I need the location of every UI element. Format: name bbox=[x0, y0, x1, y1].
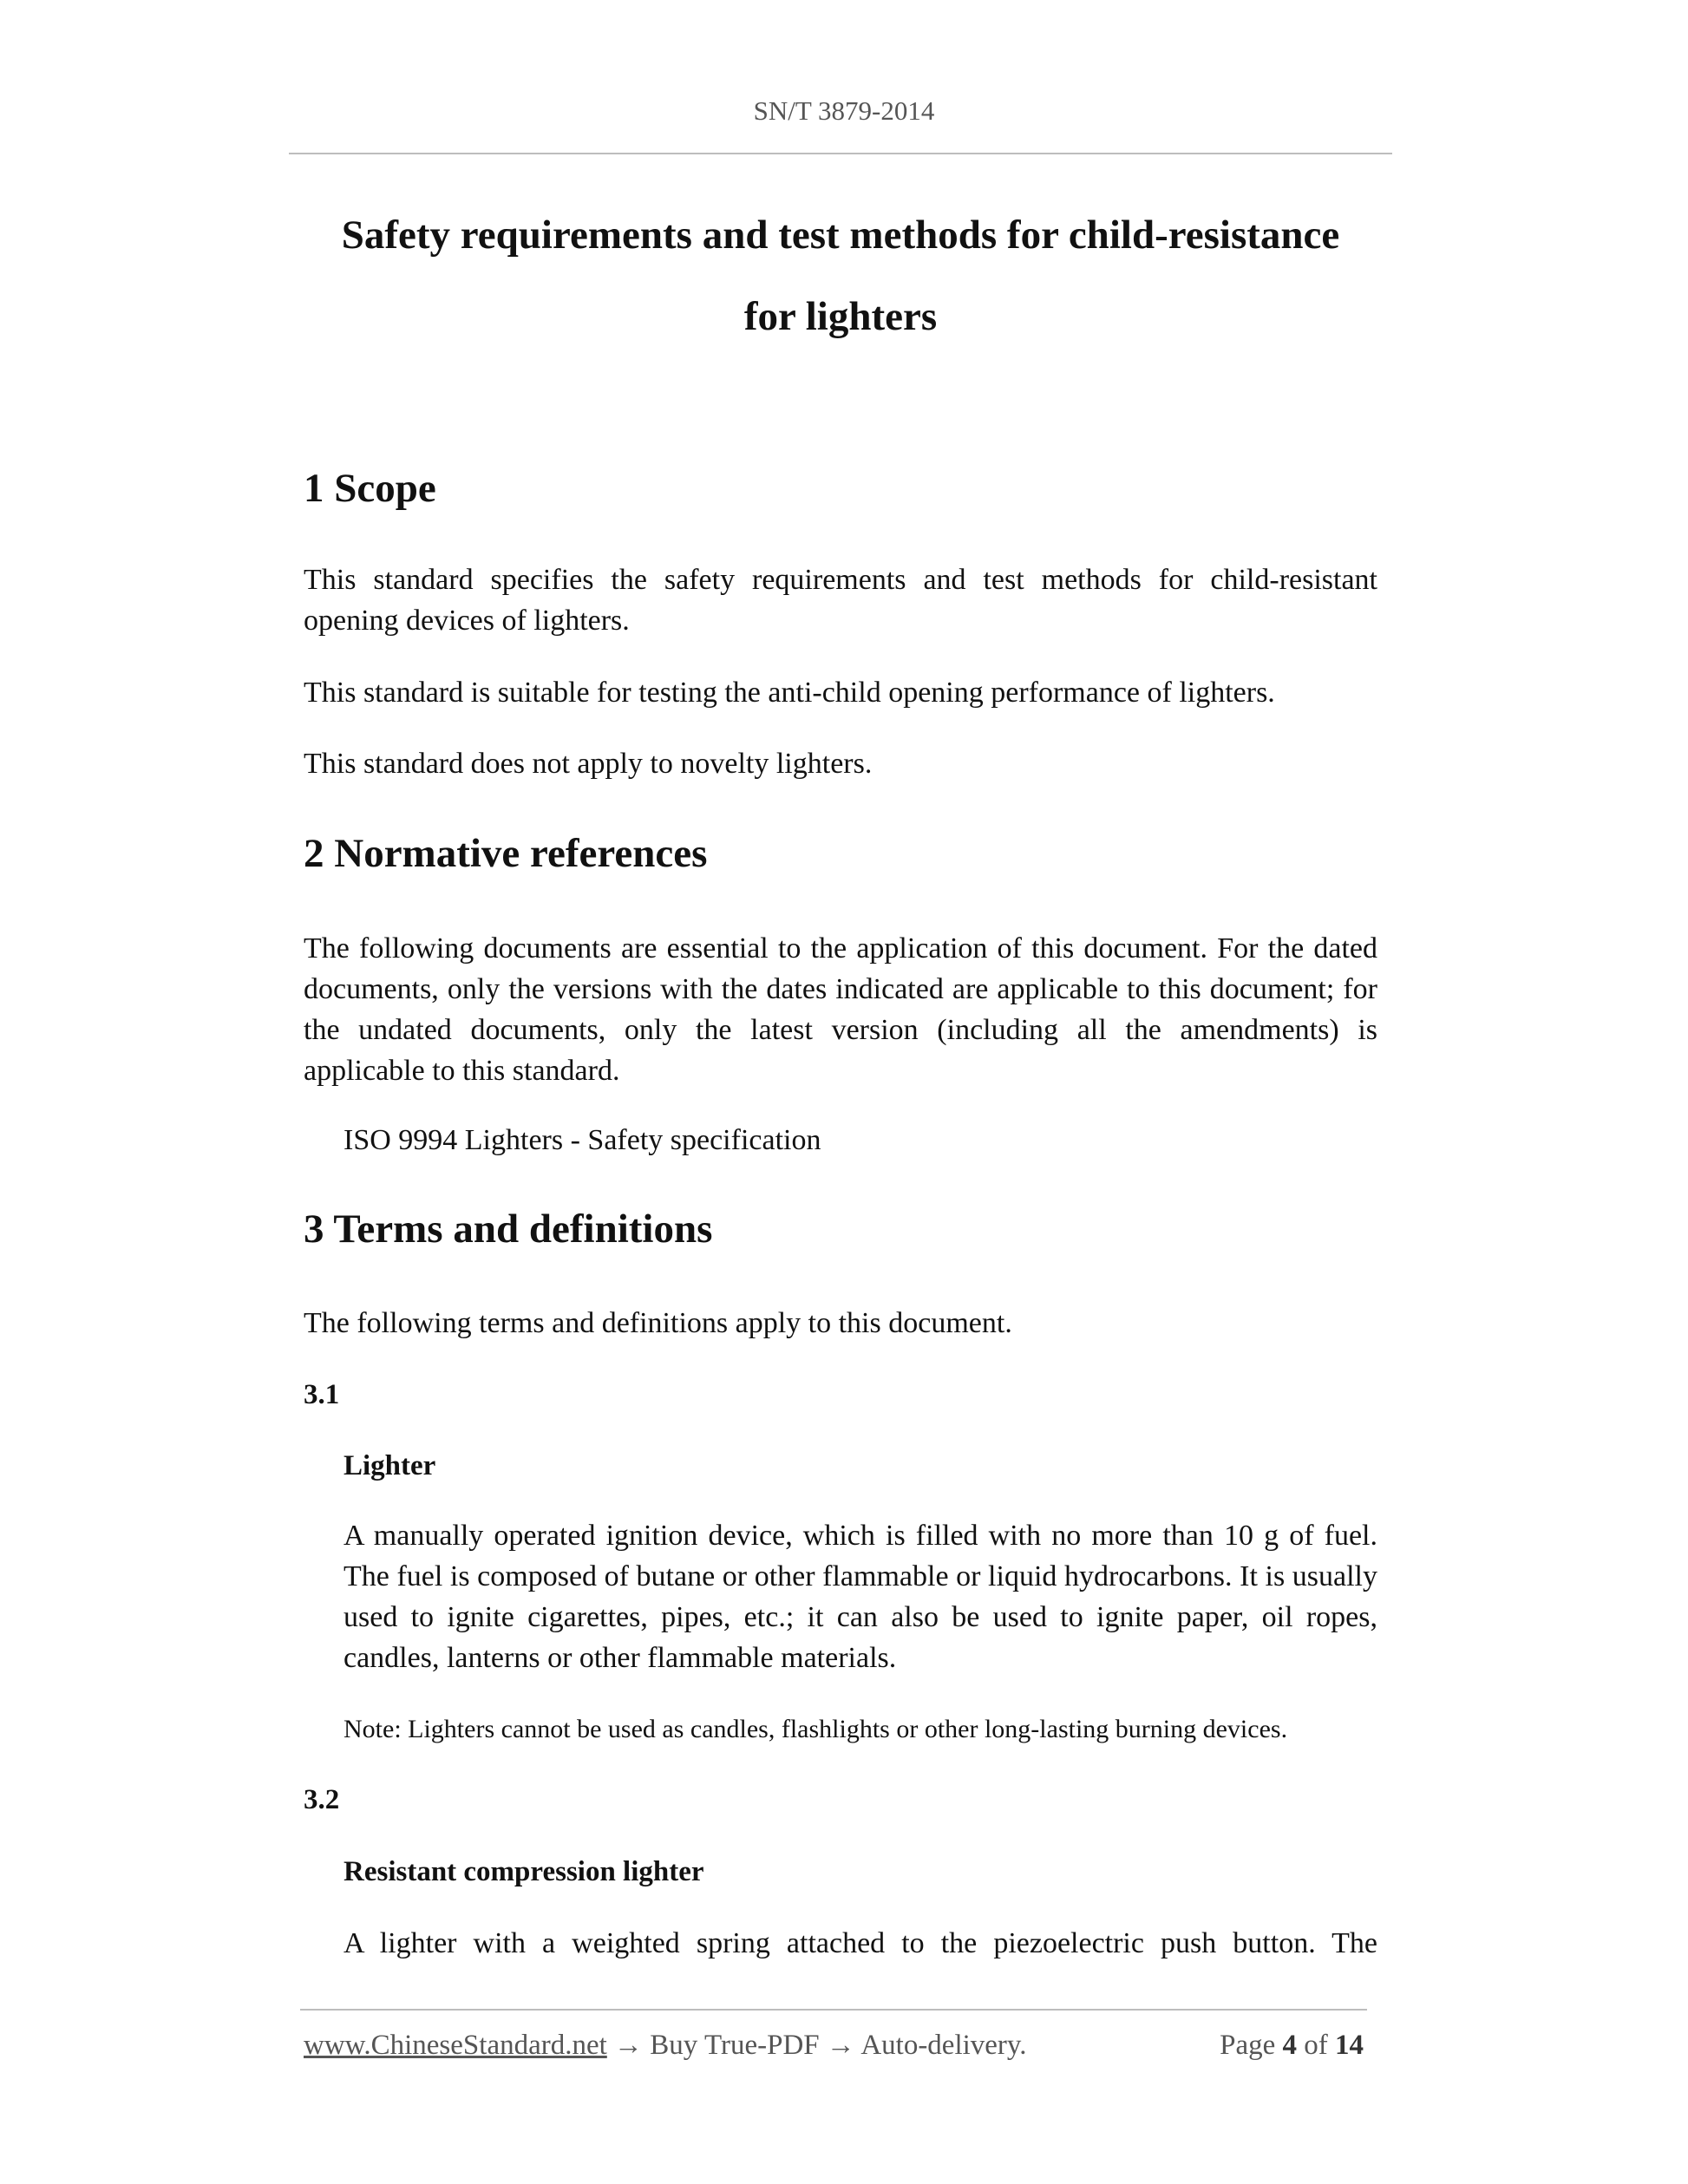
page-indicator bbox=[1220, 2030, 1364, 2062]
buy-true-pdf-text: Buy True-PDF bbox=[650, 2030, 820, 2061]
term-3-1-note: Note: Lighters cannot be used as candles, flashlights or other long-lasting burning devices. bbox=[343, 1715, 1288, 1743]
term-3-2-title: Resistant compression lighter bbox=[343, 1856, 704, 1887]
scope-paragraph-2: This standard is suitable for testing the anti-child opening performance of lighters. bbox=[304, 677, 1275, 709]
footer-promo bbox=[304, 2030, 1027, 2062]
term-3-2-number: 3.2 bbox=[304, 1784, 340, 1815]
of-label: of bbox=[1304, 2030, 1328, 2061]
document-title bbox=[289, 194, 1392, 357]
page-label: Page bbox=[1220, 2030, 1276, 2061]
current-page-number: 4 bbox=[1282, 2030, 1297, 2061]
arrow-right-icon: → bbox=[826, 2030, 855, 2061]
section-3-heading: 3 Terms and definitions bbox=[304, 1206, 713, 1252]
footer-divider bbox=[300, 2009, 1367, 2011]
header-divider bbox=[289, 153, 1392, 154]
chinesestandard-link[interactable]: www.ChineseStandard.net bbox=[304, 2030, 607, 2061]
terms-intro: The following terms and definitions apply to this document. bbox=[304, 1307, 1012, 1339]
term-3-2-definition: A lighter with a weighted spring attached to the piezoelectric push button. The bbox=[343, 1927, 1377, 1959]
normative-paragraph: The following documents are essential to the application of this document. For the dated documents, only the versions with the dates indicated are applicable to this document; for the undated documents, only the latest version (including all the amendments) is applicable to this standard. bbox=[304, 932, 1377, 1087]
normative-reference-iso9994: ISO 9994 Lighters - Safety specification bbox=[343, 1124, 821, 1156]
section-1-heading: 1 Scope bbox=[304, 466, 436, 511]
total-pages-number: 14 bbox=[1335, 2030, 1364, 2061]
section-2-heading: 2 Normative references bbox=[304, 831, 708, 876]
title-line-2: for lighters bbox=[743, 294, 938, 339]
document-code-header: SN/T 3879-2014 bbox=[753, 95, 935, 126]
auto-delivery-text: Auto-delivery. bbox=[860, 2030, 1027, 2061]
scope-paragraph-1: This standard specifies the safety requirements and test methods for child-resistant opening devices of lighters. bbox=[304, 564, 1377, 637]
term-3-1-title: Lighter bbox=[343, 1450, 436, 1481]
term-3-1-number: 3.1 bbox=[304, 1379, 340, 1410]
scope-paragraph-3: This standard does not apply to novelty lighters. bbox=[304, 748, 873, 780]
title-line-1: Safety requirements and test methods for child-resistance bbox=[341, 213, 1340, 258]
term-3-1-definition: A manually operated ignition device, which is filled with no more than 10 g of fuel. The fuel is composed of butane or other flammable or liquid hydrocarbons. It is usually used to ignite cigarettes, pipes, etc.; it can also be used to ignite paper, oil ropes, candles, lanterns or other flammable materials. bbox=[343, 1520, 1377, 1674]
arrow-right-icon: → bbox=[614, 2030, 644, 2061]
